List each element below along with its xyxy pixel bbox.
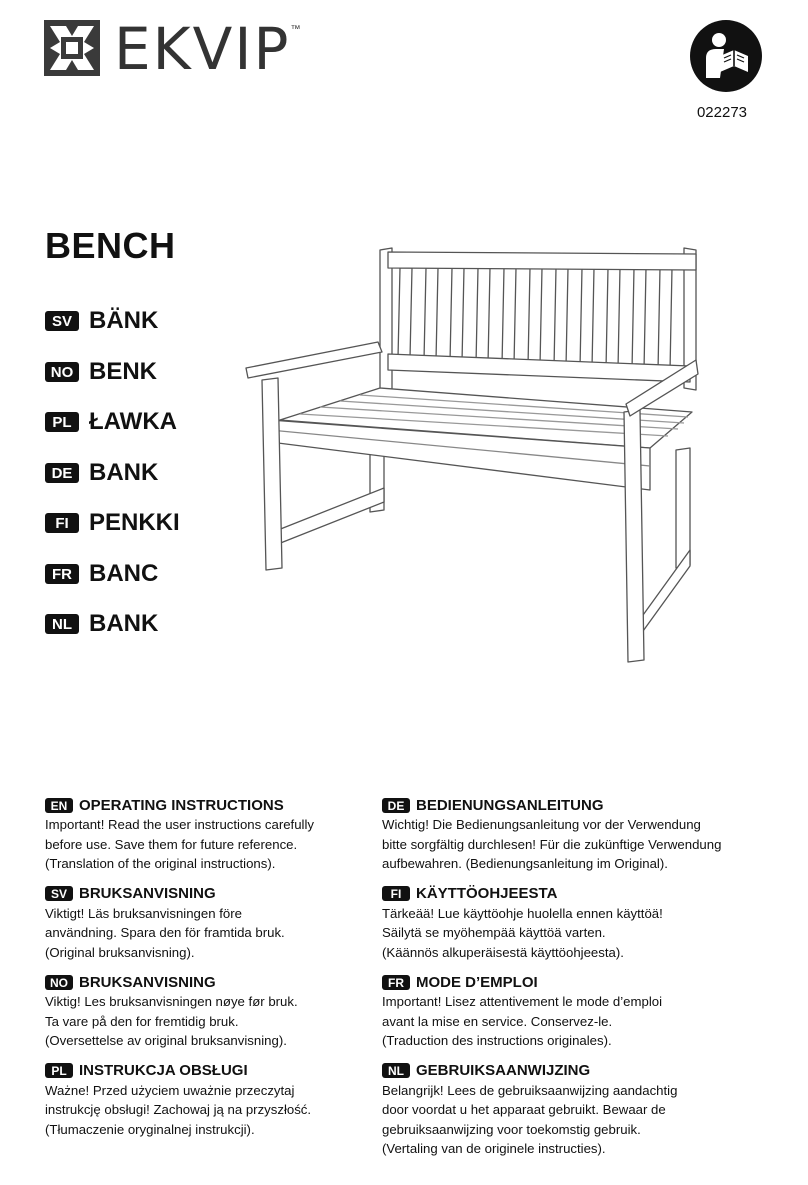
instruction-text: Belangrijk! Lees de gebruiksaanwijzing aandachtig door voordat u het apparaat gebruikt. Bewaar de gebruiksaanwijzing voor toekomstig gebruik. (Vertaling van de originele instructies). bbox=[382, 1082, 678, 1156]
language-badge: EN bbox=[45, 798, 73, 813]
instruction-text: Viktigt! Läs bruksanvisningen före användning. Spara den för framtida bruk. (Original bruksanvisning). bbox=[45, 905, 285, 960]
instructions-column-left bbox=[45, 795, 375, 1149]
instruction-title: MODE D’EMPLOI bbox=[416, 973, 538, 991]
brand-name: EKVIP bbox=[114, 15, 291, 83]
instruction-title: OPERATING INSTRUCTIONS bbox=[79, 796, 284, 814]
instruction-title: BRUKSANVISNING bbox=[79, 973, 216, 991]
instruction-text: Important! Read the user instructions carefully before use. Save them for future reference. (Translation of the original instructions). bbox=[45, 817, 315, 871]
translation-item bbox=[45, 599, 180, 650]
translated-name: BÄNK bbox=[89, 307, 159, 335]
instruction-text: Important! Lisez attentivement le mode d’emploi avant la mise en service. Conservez-le. (Traduction des instructions originales). bbox=[382, 994, 663, 1048]
instruction-text: Wichtig! Die Bedienungsanleitung vor der Verwendung bitte sorgfältig durchlesen! Für die zukünftige Verwendung aufbewahren. (Bedienungsanleitung im Original). bbox=[382, 817, 722, 871]
instruction-block bbox=[45, 1061, 375, 1140]
language-badge: PL bbox=[45, 412, 79, 432]
product-title: BENCH bbox=[45, 225, 176, 266]
instruction-block bbox=[45, 972, 375, 1051]
instruction-title: BRUKSANVISNING bbox=[79, 885, 216, 902]
language-badge: FI bbox=[45, 513, 79, 533]
language-badge: NL bbox=[382, 1063, 410, 1078]
language-badge: NL bbox=[45, 614, 79, 634]
language-badge: DE bbox=[45, 463, 79, 483]
language-badge: FR bbox=[382, 975, 410, 990]
brand-logo bbox=[44, 15, 301, 83]
instruction-text: Ważne! Przed użyciem uważnie przeczytaj instrukcję obsługi! Zachowaj ją na przyszłość. (Tłumaczenie oryginalnej instrukcji). bbox=[45, 1082, 312, 1137]
translation-item bbox=[45, 347, 180, 398]
translation-item bbox=[45, 448, 180, 499]
language-badge: NO bbox=[45, 975, 73, 990]
translation-item bbox=[45, 397, 180, 448]
language-badge: SV bbox=[45, 311, 79, 331]
translated-name: ŁAWKA bbox=[89, 408, 177, 436]
language-badge: FI bbox=[382, 886, 410, 901]
instruction-title: GEBRUIKSAANWIJZING bbox=[416, 1062, 591, 1079]
instruction-text: Tärkeää! Lue käyttöohje huolella ennen käyttöä! Säilytä se myöhempää käyttöä varten. (Käännös alkuperäisestä käyttöohjeesta). bbox=[382, 905, 663, 960]
instruction-title: INSTRUKCJA OBSŁUGI bbox=[79, 1062, 248, 1079]
language-badge: PL bbox=[45, 1063, 73, 1078]
translated-name: BANC bbox=[89, 559, 159, 587]
language-badge: SV bbox=[45, 886, 73, 901]
instruction-block bbox=[382, 795, 762, 874]
instructions-column-right bbox=[382, 795, 762, 1169]
instruction-block bbox=[45, 795, 375, 874]
instruction-block bbox=[45, 884, 375, 963]
translated-name: BANK bbox=[89, 610, 159, 638]
read-manual-icon bbox=[690, 20, 762, 97]
ekvip-square-logo-icon bbox=[44, 20, 100, 76]
translated-name: BENK bbox=[89, 357, 158, 385]
instruction-block bbox=[382, 972, 762, 1051]
translation-list bbox=[45, 296, 180, 650]
language-badge: FR bbox=[45, 564, 79, 584]
translated-name: PENKKI bbox=[89, 509, 180, 537]
bench-product-image bbox=[240, 240, 710, 675]
instruction-block bbox=[382, 1061, 762, 1159]
trademark-symbol: ™ bbox=[290, 24, 301, 35]
instruction-text: Viktig! Les bruksanvisningen nøye før bruk. Ta vare på den for fremtidig bruk. (Oversettelse av original bruksanvisning). bbox=[45, 994, 298, 1048]
translation-item bbox=[45, 549, 180, 600]
translation-item bbox=[45, 296, 180, 347]
translation-item bbox=[45, 498, 180, 549]
instruction-title: BEDIENUNGSANLEITUNG bbox=[416, 796, 604, 814]
article-number: 022273 bbox=[696, 104, 748, 121]
instruction-block bbox=[382, 884, 762, 963]
instruction-title: KÄYTTÖOHJEESTA bbox=[416, 885, 558, 902]
language-badge: DE bbox=[382, 798, 410, 813]
language-badge: NO bbox=[45, 362, 79, 382]
translated-name: BANK bbox=[89, 458, 159, 486]
